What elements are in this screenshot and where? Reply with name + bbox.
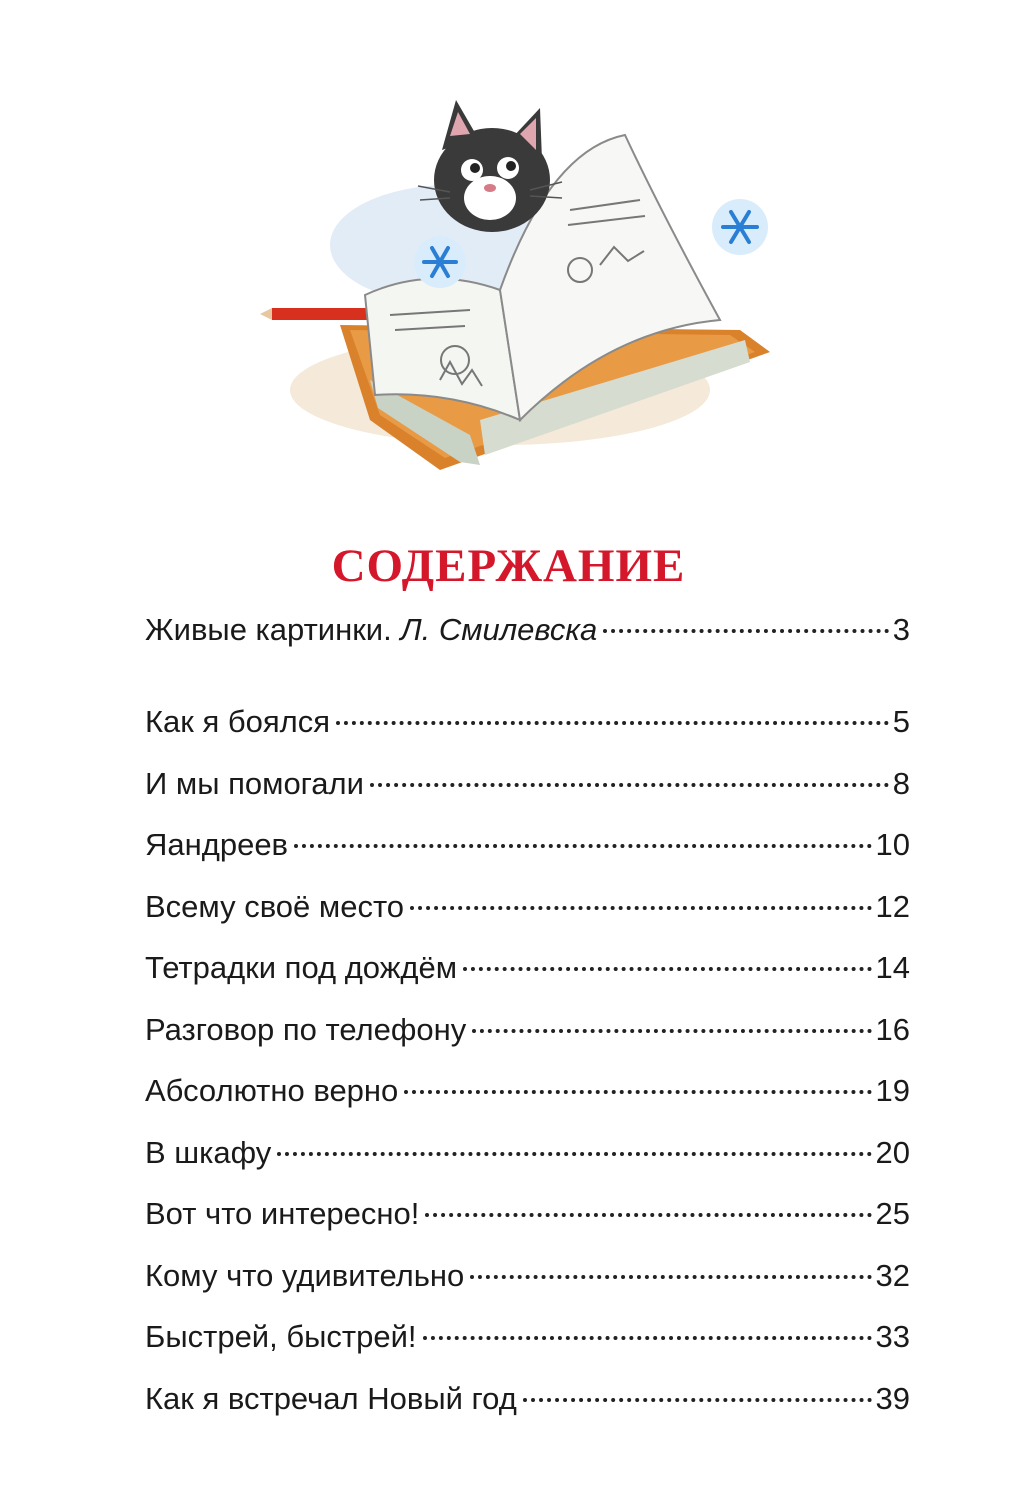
toc-entry-page: 12 [875, 888, 910, 924]
dot-leader [410, 906, 871, 910]
toc-entry-title: Разговор по телефону [145, 1011, 467, 1047]
toc-entry[interactable] [145, 948, 910, 1010]
dot-leader [463, 967, 871, 971]
toc-entry-title: И мы помогали [145, 765, 364, 801]
toc-entry-title: Вот что интересно! [145, 1196, 420, 1231]
toc-entry[interactable] [145, 764, 910, 826]
dot-leader [294, 844, 871, 848]
cat-with-book-illustration [250, 90, 790, 480]
toc-entry[interactable] [145, 1317, 910, 1379]
toc-entry-title: Как я боялся [145, 704, 331, 739]
toc-entry-page: 3 [892, 612, 910, 647]
toc-entry-title: Как я встречал Новый год [145, 1380, 517, 1416]
toc-entry[interactable] [145, 610, 910, 702]
toc-entry-page: 39 [875, 1380, 910, 1416]
toc-entry-title: В шкафу [145, 1134, 272, 1170]
toc-entry-page: 20 [875, 1134, 910, 1170]
dot-leader [523, 1398, 872, 1402]
dot-leader [336, 721, 889, 725]
toc-entry-page: 5 [892, 704, 910, 739]
toc-entry-title: Абсолютно верно [145, 1073, 399, 1108]
toc-entry[interactable] [145, 1010, 910, 1072]
open-book-icon [340, 135, 770, 470]
toc-entry-title: Всему своё место [145, 888, 405, 924]
toc-entry[interactable] [145, 1194, 910, 1256]
toc-entry-title: Быстрей, быстрей! [145, 1319, 417, 1354]
toc-entry[interactable] [145, 887, 910, 949]
dot-leader [423, 1336, 872, 1340]
snowflake-icon [712, 199, 768, 255]
toc-entry-page: 8 [892, 765, 910, 801]
toc-entry-page: 16 [875, 1011, 910, 1047]
toc-entry[interactable] [145, 1071, 910, 1133]
toc-entry-page: 32 [875, 1257, 910, 1293]
dot-leader [370, 783, 889, 787]
toc-entry-author: Л. Смилевска [400, 612, 598, 647]
toc-entry-page: 19 [875, 1073, 910, 1108]
toc-entry-page: 25 [875, 1196, 910, 1231]
toc-entry[interactable] [145, 1133, 910, 1195]
page-title: СОДЕРЖАНИЕ [331, 540, 686, 593]
toc-entry-title: Кому что удивительно [145, 1257, 465, 1293]
dot-leader [470, 1275, 871, 1279]
toc-entry-page: 14 [875, 950, 910, 985]
toc-entry-label [145, 610, 597, 650]
toc-entry-title: Тетрадки под дождём [145, 950, 458, 985]
toc-entry[interactable] [145, 1256, 910, 1318]
dot-leader [404, 1090, 871, 1094]
toc-entry[interactable] [145, 825, 910, 887]
toc-entry-page: 33 [875, 1319, 910, 1354]
toc-entry[interactable] [145, 1379, 910, 1441]
dot-leader [425, 1213, 871, 1217]
dot-leader [277, 1152, 871, 1156]
toc-entry-title: Живые картинки. [145, 612, 392, 647]
table-of-contents [145, 610, 910, 1440]
dot-leader [472, 1029, 871, 1033]
toc-entry-title: Яандреев [145, 827, 289, 862]
toc-entry[interactable] [145, 702, 910, 764]
toc-entry-page: 10 [875, 827, 910, 862]
snowflake-icon [414, 236, 466, 288]
dot-leader [603, 629, 888, 633]
